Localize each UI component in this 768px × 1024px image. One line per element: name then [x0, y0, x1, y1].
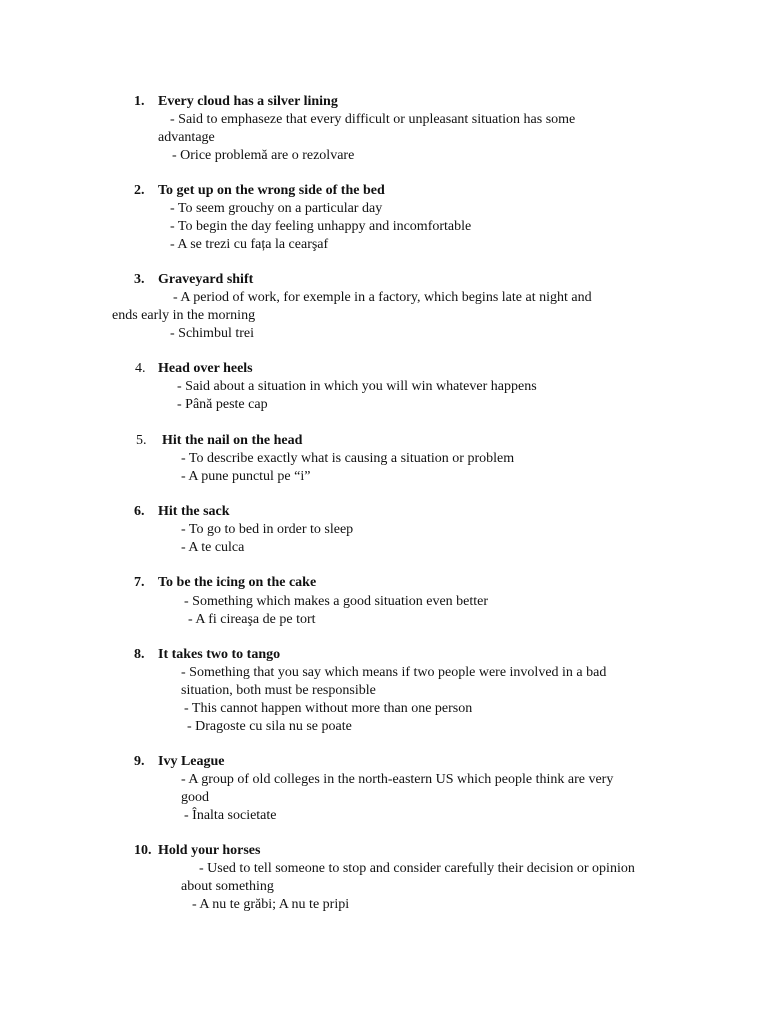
idiom-title: To be the icing on the cake	[158, 575, 317, 590]
idiom-number: 2.	[134, 183, 145, 198]
idiom-title: Hold your horses	[158, 843, 261, 858]
idiom-title: Every cloud has a silver lining	[158, 94, 338, 109]
idiom-line: - To begin the day feeling unhappy and incomfortable	[170, 219, 472, 234]
idiom-line: - A period of work, for exemple in a factory, which begins late at night and	[173, 290, 592, 305]
idiom-line: - A fi cireaşa de pe tort	[188, 612, 316, 627]
idiom-title: It takes two to tango	[158, 647, 281, 662]
idiom-line: - A pune punctul pe “i”	[181, 469, 311, 484]
idiom-line: - Înalta societate	[184, 808, 277, 823]
idiom-line: - Something which makes a good situation even better	[184, 594, 489, 609]
idiom-number: 5.	[136, 433, 147, 448]
idiom-title: Graveyard shift	[158, 272, 254, 287]
idiom-line: advantage	[158, 130, 215, 145]
idiom-line: - A group of old colleges in the north-eastern US which people think are very	[181, 772, 614, 787]
idiom-line: situation, both must be responsible	[181, 683, 376, 698]
idiom-line: good	[181, 790, 209, 805]
idiom-line: - A te culca	[181, 540, 245, 555]
idiom-line: - Something that you say which means if two people were involved in a bad	[181, 665, 607, 680]
idiom-number: 1.	[134, 94, 145, 109]
idiom-title: Ivy League	[158, 754, 225, 769]
idiom-line: - To go to bed in order to sleep	[181, 522, 354, 537]
idiom-title: Head over heels	[158, 361, 253, 376]
idiom-line: - Said about a situation in which you will win whatever happens	[177, 379, 537, 394]
idiom-number: 7.	[134, 575, 145, 590]
idiom-line: - A nu te grăbi; A nu te pripi	[192, 897, 350, 912]
idiom-number: 9.	[134, 754, 145, 769]
idiom-line: - Said to emphaseze that every difficult or unpleasant situation has some	[170, 112, 576, 127]
idiom-line: - To seem grouchy on a particular day	[170, 201, 383, 216]
idiom-line: - A se trezi cu fața la cearşaf	[170, 237, 329, 252]
idiom-line: - This cannot happen without more than one person	[184, 701, 473, 716]
idiom-title: Hit the sack	[158, 504, 230, 519]
idiom-number: 4.	[135, 361, 146, 376]
idiom-title: Hit the nail on the head	[162, 433, 303, 448]
idiom-number: 10.	[134, 843, 152, 858]
idiom-line: - To describe exactly what is causing a situation or problem	[181, 451, 515, 466]
idiom-line: - Dragoste cu sila nu se poate	[187, 719, 352, 734]
idiom-line: ends early in the morning	[112, 308, 256, 323]
idiom-number: 6.	[134, 504, 145, 519]
idiom-line: about something	[181, 879, 274, 894]
idiom-number: 8.	[134, 647, 145, 662]
idiom-line: - Schimbul trei	[170, 326, 254, 341]
idiom-line: - Până peste cap	[177, 397, 268, 412]
idiom-line: - Orice problemă are o rezolvare	[172, 148, 355, 163]
idiom-title: To get up on the wrong side of the bed	[158, 183, 385, 198]
idiom-number: 3.	[134, 272, 145, 287]
idiom-line: - Used to tell someone to stop and consider carefully their decision or opinion	[199, 861, 635, 876]
